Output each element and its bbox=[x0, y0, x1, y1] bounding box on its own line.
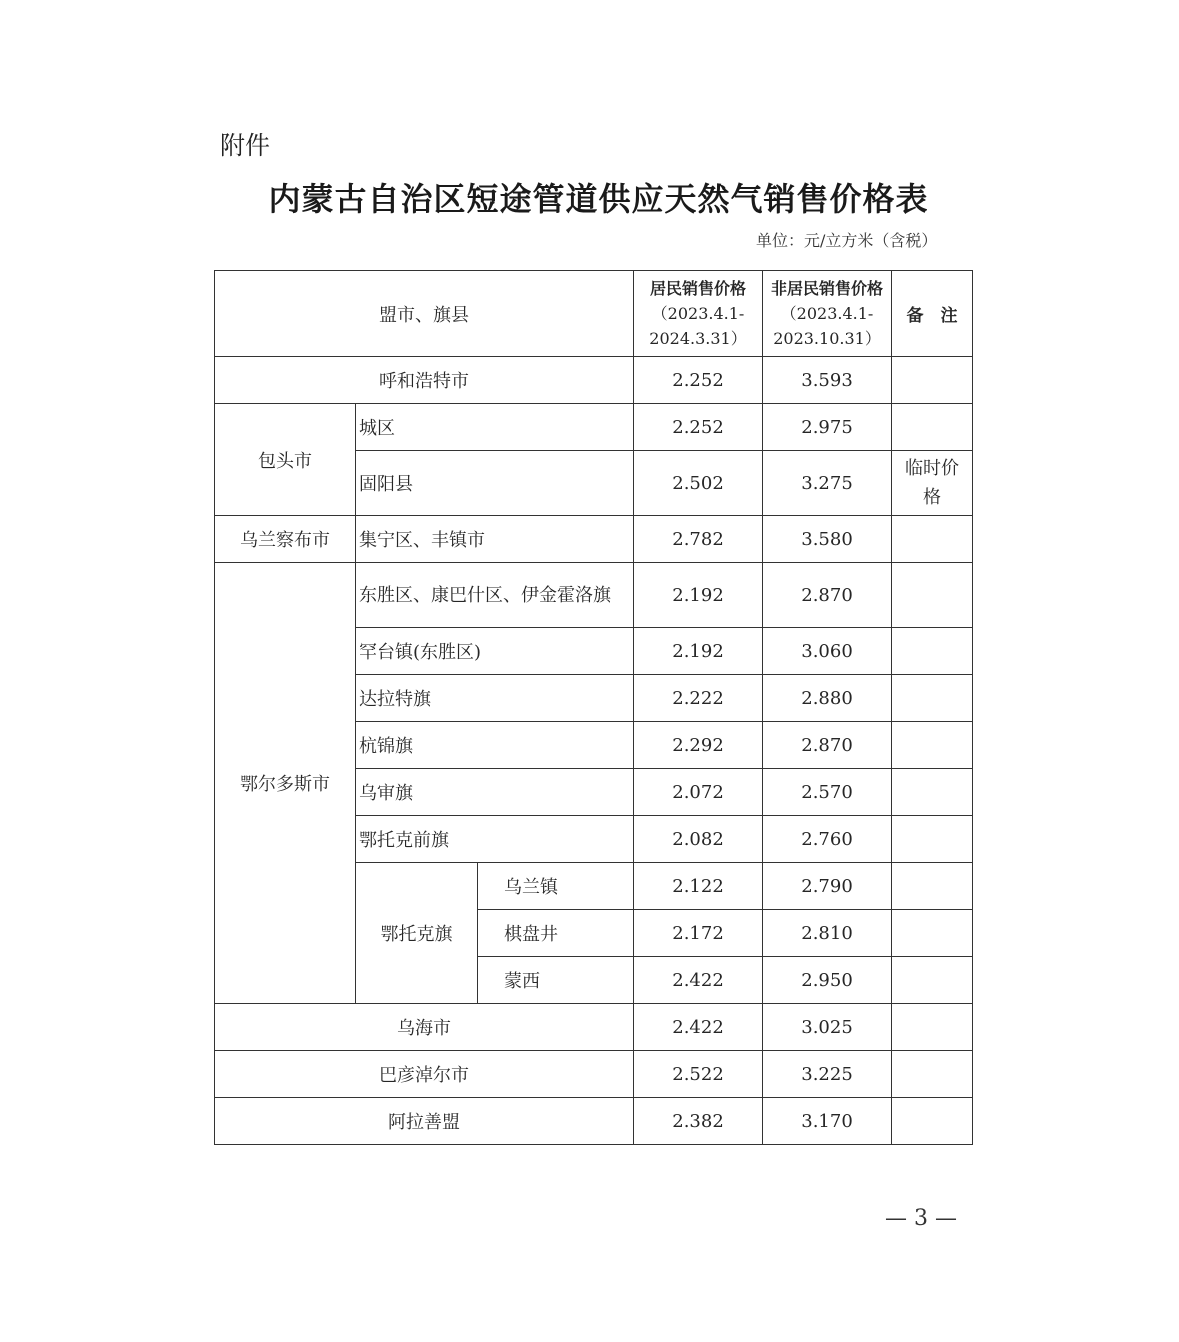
district-name: 鄂托克前旗 bbox=[356, 816, 634, 863]
header-note: 备 注 bbox=[892, 271, 973, 357]
nonresidential-price: 2.870 bbox=[763, 722, 892, 769]
residential-price: 2.252 bbox=[634, 357, 763, 404]
note-cell bbox=[892, 675, 973, 722]
residential-price: 2.192 bbox=[634, 628, 763, 675]
note-cell bbox=[892, 404, 973, 451]
nonresidential-price: 2.810 bbox=[763, 910, 892, 957]
header-region: 盟市、旗县 bbox=[215, 271, 634, 357]
residential-price: 2.422 bbox=[634, 957, 763, 1004]
nonresidential-price: 3.580 bbox=[763, 516, 892, 563]
nonresidential-price: 3.060 bbox=[763, 628, 892, 675]
region-name: 巴彦淖尔市 bbox=[215, 1051, 634, 1098]
header-nonresidential-period-start: （2023.4.1- bbox=[780, 304, 874, 323]
district-name: 罕台镇(东胜区) bbox=[356, 628, 634, 675]
residential-price: 2.172 bbox=[634, 910, 763, 957]
note-cell bbox=[892, 722, 973, 769]
subregion-name: 鄂托克旗 bbox=[356, 863, 478, 1004]
residential-price: 2.192 bbox=[634, 563, 763, 628]
nonresidential-price: 2.870 bbox=[763, 563, 892, 628]
residential-price: 2.502 bbox=[634, 451, 763, 516]
note-cell bbox=[892, 357, 973, 404]
nonresidential-price: 3.025 bbox=[763, 1004, 892, 1051]
residential-price: 2.382 bbox=[634, 1098, 763, 1145]
residential-price: 2.422 bbox=[634, 1004, 763, 1051]
residential-price: 2.072 bbox=[634, 769, 763, 816]
note-cell bbox=[892, 910, 973, 957]
note-cell bbox=[892, 1098, 973, 1145]
nonresidential-price: 3.593 bbox=[763, 357, 892, 404]
nonresidential-price: 2.760 bbox=[763, 816, 892, 863]
price-table bbox=[214, 270, 973, 1145]
district-name: 东胜区、康巴什区、伊金霍洛旗 bbox=[356, 563, 634, 628]
residential-price: 2.292 bbox=[634, 722, 763, 769]
nonresidential-price: 3.275 bbox=[763, 451, 892, 516]
region-name: 包头市 bbox=[215, 404, 356, 516]
table-row bbox=[215, 1098, 973, 1145]
note-cell bbox=[892, 628, 973, 675]
note-cell bbox=[892, 769, 973, 816]
document-title bbox=[0, 174, 1179, 220]
note-cell bbox=[892, 863, 973, 910]
header-residential-period-start: （2023.4.1- bbox=[651, 304, 745, 323]
header-nonresidential-price bbox=[763, 271, 892, 357]
region-name: 乌海市 bbox=[215, 1004, 634, 1051]
nonresidential-price: 2.950 bbox=[763, 957, 892, 1004]
region-name: 呼和浩特市 bbox=[215, 357, 634, 404]
note-cell bbox=[892, 1004, 973, 1051]
table-row bbox=[215, 404, 973, 451]
header-residential-price bbox=[634, 271, 763, 357]
table-row bbox=[215, 1051, 973, 1098]
table-row bbox=[215, 516, 973, 563]
district-name: 城区 bbox=[356, 404, 634, 451]
region-name: 阿拉善盟 bbox=[215, 1098, 634, 1145]
nonresidential-price: 2.790 bbox=[763, 863, 892, 910]
header-row bbox=[215, 271, 973, 357]
header-residential-period-end: 2024.3.31） bbox=[649, 329, 747, 348]
table-row bbox=[215, 1004, 973, 1051]
table-row bbox=[215, 357, 973, 404]
note-temporary-price: 临时价格 bbox=[892, 451, 973, 516]
residential-price: 2.122 bbox=[634, 863, 763, 910]
document-title-text: 内蒙古自治区短途管道供应天然气销售价格表 bbox=[268, 180, 929, 218]
district-name: 乌审旗 bbox=[356, 769, 634, 816]
nonresidential-price: 2.880 bbox=[763, 675, 892, 722]
header-nonresidential-period-end: 2023.10.31） bbox=[773, 329, 881, 348]
note-cell bbox=[892, 563, 973, 628]
residential-price: 2.252 bbox=[634, 404, 763, 451]
header-residential-label: 居民销售价格 bbox=[650, 279, 747, 298]
town-name: 蒙西 bbox=[478, 957, 634, 1004]
town-name: 乌兰镇 bbox=[478, 863, 634, 910]
header-nonresidential-label: 非居民销售价格 bbox=[771, 279, 884, 298]
district-name: 集宁区、丰镇市 bbox=[356, 516, 634, 563]
district-name: 达拉特旗 bbox=[356, 675, 634, 722]
note-cell bbox=[892, 1051, 973, 1098]
nonresidential-price: 3.170 bbox=[763, 1098, 892, 1145]
district-name: 固阳县 bbox=[356, 451, 634, 516]
region-name: 鄂尔多斯市 bbox=[215, 563, 356, 1004]
nonresidential-price: 2.570 bbox=[763, 769, 892, 816]
town-name: 棋盘井 bbox=[478, 910, 634, 957]
district-name: 杭锦旗 bbox=[356, 722, 634, 769]
nonresidential-price: 2.975 bbox=[763, 404, 892, 451]
residential-price: 2.222 bbox=[634, 675, 763, 722]
region-name: 乌兰察布市 bbox=[215, 516, 356, 563]
attachment-label: 附件 bbox=[220, 131, 271, 160]
residential-price: 2.782 bbox=[634, 516, 763, 563]
page-number: — 3 — bbox=[885, 1206, 957, 1231]
table-row bbox=[215, 563, 973, 628]
residential-price: 2.522 bbox=[634, 1051, 763, 1098]
note-cell bbox=[892, 816, 973, 863]
note-cell bbox=[892, 516, 973, 563]
unit-label: 单位：元/立方米（含税） bbox=[756, 231, 938, 250]
residential-price: 2.082 bbox=[634, 816, 763, 863]
note-cell bbox=[892, 957, 973, 1004]
nonresidential-price: 3.225 bbox=[763, 1051, 892, 1098]
